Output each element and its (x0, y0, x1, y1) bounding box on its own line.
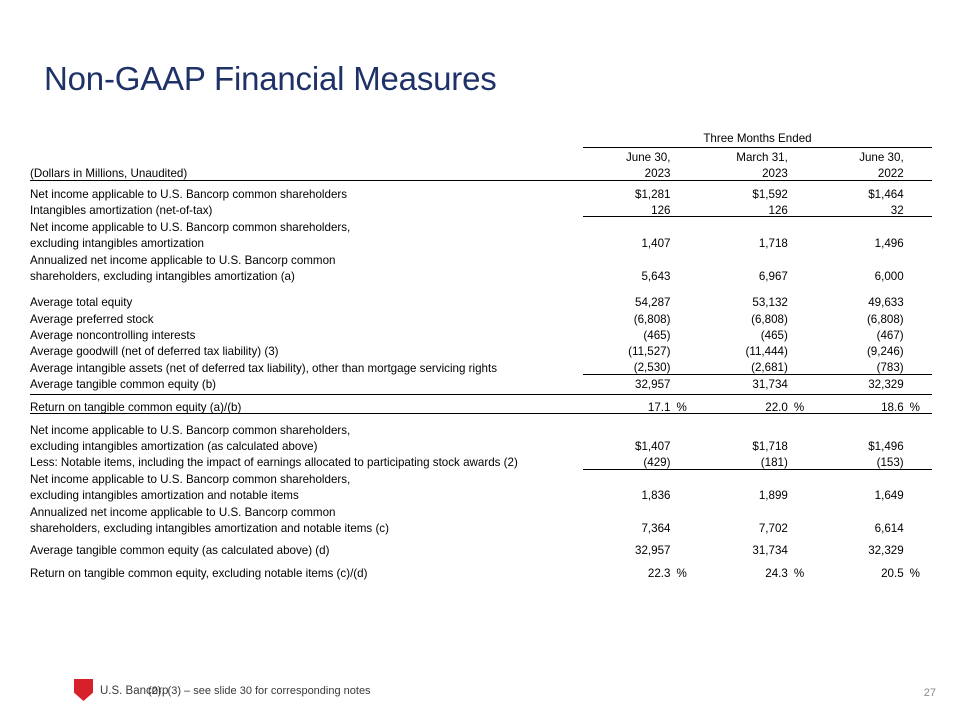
group-header-spacer (30, 131, 583, 147)
annualized-l1-p1 (674, 250, 698, 266)
row-annualized-v1: 5,643 (641, 269, 671, 283)
annualized-notable-l1-p2 (792, 502, 816, 518)
row-ni-excl-intang-v2: 1,718 (758, 237, 788, 251)
row-ni-excl-calc-label2: excluding intangibles amortization (as calculated above) (30, 440, 318, 454)
row-avg-tce-v1: 32,957 (635, 378, 671, 392)
row-avg-preferred-stock-label: Average preferred stock (30, 312, 154, 326)
row-avg-goodwill-p1 (674, 342, 698, 358)
row-intangibles-amort-p1 (674, 201, 698, 217)
month-row-spacer (30, 147, 583, 163)
annualized-l1-v1 (583, 250, 675, 266)
row-avg-total-equity-v3: 49,633 (868, 296, 904, 310)
table-group-header-row (30, 131, 932, 147)
row-avg-tce-calc-v2: 31,734 (752, 544, 788, 558)
row-avg-intangible-assets-v2: (2,681) (699, 358, 792, 374)
row-avg-goodwill-v1: (11,527) (628, 345, 671, 359)
page-number: 27 (923, 687, 936, 699)
row-net-income-p3 (908, 184, 932, 200)
row-annualized-p1 (674, 266, 698, 282)
row-ni-excl-calc-v1: $1,407 (635, 440, 671, 454)
col3-month-pct (908, 147, 932, 163)
row-annualized-notable-p2 (792, 518, 816, 534)
row-rotce-v2: 22.0 (699, 395, 792, 414)
row-ni-excl-intang-line1 (30, 217, 932, 233)
row-avg-intangible-assets-p2 (792, 358, 816, 374)
row-avg-preferred-stock-p1 (674, 309, 698, 325)
row-ni-excl-intang-label2: excluding intangibles amortization (30, 237, 205, 251)
row-avg-noncontrolling-p2 (792, 325, 816, 341)
annualized-l1-v2 (699, 250, 792, 266)
col2-month: March 31, (736, 151, 788, 165)
row-ni-excl-notable-p3 (908, 485, 932, 501)
row-ni-excl-notable-p2 (792, 485, 816, 501)
row-annualized-label1: Annualized net income applicable to U.S. Bancorp common (30, 253, 336, 267)
row-avg-preferred-stock-v1: (6,808) (633, 312, 671, 326)
row-less-notable-v1: (429) (583, 453, 675, 469)
annualized-l1-p3 (908, 250, 932, 266)
row-ni-excl-intang-p3 (908, 233, 932, 249)
col3-month: June 30, (859, 151, 904, 165)
ni-excl-notable-l1-v2 (699, 469, 792, 485)
row-ni-excl-intang-label1: Net income applicable to U.S. Bancorp common shareholders, (30, 220, 351, 234)
row-rotce-excl-notable-s1: % (676, 566, 687, 580)
col2-year: 2023 (699, 164, 792, 180)
ni-excl-calc-l1-v2 (699, 420, 792, 436)
row-annualized-notable-v2: 7,702 (758, 522, 788, 535)
table-column-month-row (30, 147, 932, 163)
row-annualized-p2 (792, 266, 816, 282)
row-ni-excl-notable-label1: Net income applicable to U.S. Bancorp common shareholders, (30, 472, 351, 486)
col2-month-pct (792, 147, 816, 163)
row-annualized-notable-p1 (674, 518, 698, 534)
row-avg-intangible-assets-label: Average intangible assets (net of deferred tax liability), other than mortgage servicing rights (30, 361, 498, 375)
col2-year-pct (792, 164, 816, 180)
row-intangibles-amort-p2 (792, 201, 816, 217)
row-intangibles-amort-v3: 32 (816, 201, 908, 217)
row-annualized-notable-v3: 6,614 (874, 522, 904, 535)
row-net-income-p2 (792, 184, 816, 200)
row-less-notable-label: Less: Notable items, including the impact of earnings allocated to participating stock awards (2) (30, 456, 518, 470)
row-ni-excl-notable-v2: 1,899 (758, 489, 788, 503)
col3-year-pct (908, 164, 932, 180)
row-less-notable-p3 (908, 453, 932, 469)
row-ni-excl-calc-p2 (792, 436, 816, 452)
annualized-notable-l1-p3 (908, 502, 932, 518)
row-avg-total-equity-v2: 53,132 (752, 296, 788, 310)
row-net-income-label: Net income applicable to U.S. Bancorp common shareholders (30, 187, 348, 201)
row-avg-tce-calc-label: Average tangible common equity (as calculated above) (d) (30, 544, 330, 558)
row-intangibles-amort-v1: 126 (583, 201, 675, 217)
row-annualized-v3: 6,000 (874, 269, 904, 283)
row-annualized-notable-label2: shareholders, excluding intangibles amortization and notable items (c) (30, 522, 389, 535)
row-ni-excl-notable-line2 (30, 485, 932, 501)
annualized-notable-l1-v2 (699, 502, 792, 518)
row-intangibles-amort-v2: 126 (699, 201, 792, 217)
row-annualized-notable-label1: Annualized net income applicable to U.S. Bancorp common (30, 505, 336, 519)
col1-year-pct (674, 164, 698, 180)
row-avg-tce-v2: 31,734 (752, 378, 788, 392)
row-ni-excl-intang-v3: 1,496 (874, 237, 904, 251)
us-bancorp-logo-text: U.S. Bancorp (100, 685, 169, 697)
row-rotce-label: Return on tangible common equity (a)/(b) (30, 395, 583, 414)
row-avg-preferred-stock (30, 309, 932, 325)
row-avg-total-equity-label: Average total equity (30, 296, 133, 310)
row-net-income-v2: $1,592 (752, 187, 788, 201)
row-annualized-notable-v1: 7,364 (641, 522, 671, 535)
row-avg-noncontrolling-v1: (465) (643, 329, 671, 343)
row-avg-intangible-assets-v3: (783) (816, 358, 908, 374)
row-ni-excl-calc-v2: $1,718 (752, 440, 788, 454)
row-avg-tce-p3 (908, 374, 932, 390)
page-title: Non-GAAP Financial Measures (44, 60, 497, 97)
annualized-notable-l1-v1 (583, 502, 675, 518)
ni-excl-intang-l1-p1 (674, 217, 698, 233)
row-avg-tce-p2 (792, 374, 816, 390)
row-less-notable (30, 453, 932, 469)
row-avg-tce-calc-p2 (792, 541, 816, 557)
row-avg-intangible-assets-v1: (2,530) (583, 358, 675, 374)
row-rotce (30, 395, 932, 414)
row-rotce-excl-notable (30, 563, 932, 579)
row-annualized-line2 (30, 266, 932, 282)
row-avg-tce-calc (30, 541, 932, 557)
row-rotce-v3: 18.6 (816, 395, 908, 414)
annualized-notable-l1-p1 (674, 502, 698, 518)
row-net-income-v1: $1,281 (635, 187, 671, 201)
ni-excl-notable-l1-p3 (908, 469, 932, 485)
row-avg-noncontrolling-p3 (908, 325, 932, 341)
row-avg-goodwill-label: Average goodwill (net of deferred tax liability) (3) (30, 345, 279, 359)
row-avg-total-equity-p2 (792, 293, 816, 309)
row-annualized-p3 (908, 266, 932, 282)
ni-excl-calc-l1-v3 (816, 420, 908, 436)
group-header-label: Three Months Ended (583, 131, 932, 147)
row-ni-excl-intang-p1 (674, 233, 698, 249)
row-rotce-excl-notable-label: Return on tangible common equity, excluding notable items (c)/(d) (30, 566, 368, 580)
annualized-l1-v3 (816, 250, 908, 266)
row-ni-excl-calc-line1 (30, 420, 932, 436)
row-avg-total-equity-p1 (674, 293, 698, 309)
row-ni-excl-intang-v1: 1,407 (641, 237, 671, 251)
ni-excl-intang-l1-v1 (583, 217, 675, 233)
ni-excl-notable-l1-p1 (674, 469, 698, 485)
ni-excl-intang-l1-p3 (908, 217, 932, 233)
col1-month: June 30, (625, 151, 671, 165)
row-rotce-excl-notable-v2: 24.3 (765, 566, 788, 580)
row-avg-tce-calc-v3: 32,329 (868, 544, 904, 558)
row-avg-noncontrolling (30, 325, 932, 341)
row-rotce-s3: % (908, 395, 932, 414)
spacer-before-equity (30, 283, 932, 293)
row-avg-goodwill (30, 342, 932, 358)
row-annualized-v2: 6,967 (758, 269, 788, 283)
annualized-notable-l1-v3 (816, 502, 908, 518)
row-ni-excl-intang-p2 (792, 233, 816, 249)
row-less-notable-p2 (792, 453, 816, 469)
row-ni-excl-calc-line2 (30, 436, 932, 452)
row-avg-tce-calc-p1 (674, 541, 698, 557)
row-avg-intangible-assets-p3 (908, 358, 932, 374)
non-gaap-table (30, 131, 932, 579)
ni-excl-intang-l1-p2 (792, 217, 816, 233)
row-avg-tce-calc-p3 (908, 541, 932, 557)
row-avg-total-equity-v1: 54,287 (635, 296, 671, 310)
units-note: (Dollars in Millions, Unaudited) (30, 164, 583, 180)
row-avg-tangible-common-equity (30, 374, 932, 390)
row-avg-noncontrolling-v2: (465) (760, 329, 788, 343)
ni-excl-calc-l1-v1 (583, 420, 675, 436)
footer-footnote: (2), (3) – see slide 30 for corresponding notes (148, 685, 371, 697)
row-avg-noncontrolling-p1 (674, 325, 698, 341)
row-avg-total-equity (30, 293, 932, 309)
row-avg-goodwill-v3: (9,246) (866, 345, 904, 359)
row-avg-goodwill-p2 (792, 342, 816, 358)
col1-month-pct (674, 147, 698, 163)
row-avg-tce-label: Average tangible common equity (b) (30, 378, 217, 392)
row-avg-noncontrolling-v3: (467) (876, 329, 904, 343)
ni-excl-intang-l1-v2 (699, 217, 792, 233)
row-less-notable-v3: (153) (816, 453, 908, 469)
row-rotce-v1: 17.1 (583, 395, 675, 414)
row-ni-excl-intang-line2 (30, 233, 932, 249)
row-intangibles-amort-label: Intangibles amortization (net-of-tax) (30, 204, 213, 218)
row-annualized-label2: shareholders, excluding intangibles amortization (a) (30, 269, 295, 283)
slide-footer (0, 676, 960, 720)
row-net-income-p1 (674, 184, 698, 200)
us-bancorp-shield-icon (74, 679, 93, 701)
row-avg-preferred-stock-p3 (908, 309, 932, 325)
table-units-year-row (30, 164, 932, 180)
row-ni-excl-notable-line1 (30, 469, 932, 485)
row-net-income (30, 184, 932, 200)
ni-excl-calc-l1-p1 (674, 420, 698, 436)
row-rotce-excl-notable-s2: % (793, 566, 805, 580)
row-ni-excl-calc-p3 (908, 436, 932, 452)
ni-excl-notable-l1-v1 (583, 469, 675, 485)
row-avg-tce-p1 (674, 374, 698, 390)
col3-year: 2022 (816, 164, 908, 180)
row-ni-excl-notable-p1 (674, 485, 698, 501)
spacer-cell-2 (30, 283, 932, 293)
row-ni-excl-notable-v3: 1,649 (874, 489, 904, 503)
row-annualized-notable-p3 (908, 518, 932, 534)
ni-excl-calc-l1-p3 (908, 420, 932, 436)
row-net-income-v3: $1,464 (868, 187, 904, 201)
row-avg-preferred-stock-v3: (6,808) (866, 312, 904, 326)
row-rotce-excl-notable-s3: % (909, 566, 920, 580)
row-avg-goodwill-p3 (908, 342, 932, 358)
row-rotce-s1: % (674, 395, 698, 414)
row-avg-preferred-stock-v2: (6,808) (751, 312, 788, 326)
row-rotce-excl-notable-v3: 20.5 (881, 566, 904, 580)
row-avg-preferred-stock-p2 (792, 309, 816, 325)
row-avg-intangible-assets (30, 358, 932, 374)
row-avg-total-equity-p3 (908, 293, 932, 309)
row-avg-tce-calc-v1: 32,957 (635, 544, 671, 558)
row-ni-excl-notable-v1: 1,836 (641, 489, 671, 503)
row-rotce-excl-notable-v1: 22.3 (647, 566, 671, 580)
row-ni-excl-notable-label2: excluding intangibles amortization and notable items (30, 489, 299, 503)
row-ni-excl-calc-v3: $1,496 (868, 440, 904, 454)
row-ni-excl-calc-p1 (674, 436, 698, 452)
row-rotce-s2: % (792, 395, 816, 414)
annualized-l1-p2 (792, 250, 816, 266)
ni-excl-calc-l1-p2 (792, 420, 816, 436)
row-avg-noncontrolling-label: Average noncontrolling interests (30, 329, 196, 343)
row-avg-intangible-assets-p1 (674, 358, 698, 374)
row-annualized-line1 (30, 250, 932, 266)
row-less-notable-v2: (181) (699, 453, 792, 469)
ni-excl-intang-l1-v3 (816, 217, 908, 233)
row-ni-excl-calc-label1: Net income applicable to U.S. Bancorp common shareholders, (30, 423, 351, 437)
ni-excl-notable-l1-v3 (816, 469, 908, 485)
row-avg-tce-v3: 32,329 (868, 378, 904, 392)
row-intangibles-amort-p3 (908, 201, 932, 217)
row-intangibles-amort (30, 201, 932, 217)
row-avg-goodwill-v2: (11,444) (745, 345, 788, 359)
ni-excl-notable-l1-p2 (792, 469, 816, 485)
row-annualized-notable-line1 (30, 502, 932, 518)
row-less-notable-p1 (674, 453, 698, 469)
row-annualized-notable-line2 (30, 518, 932, 534)
col1-year: 2023 (583, 164, 675, 180)
